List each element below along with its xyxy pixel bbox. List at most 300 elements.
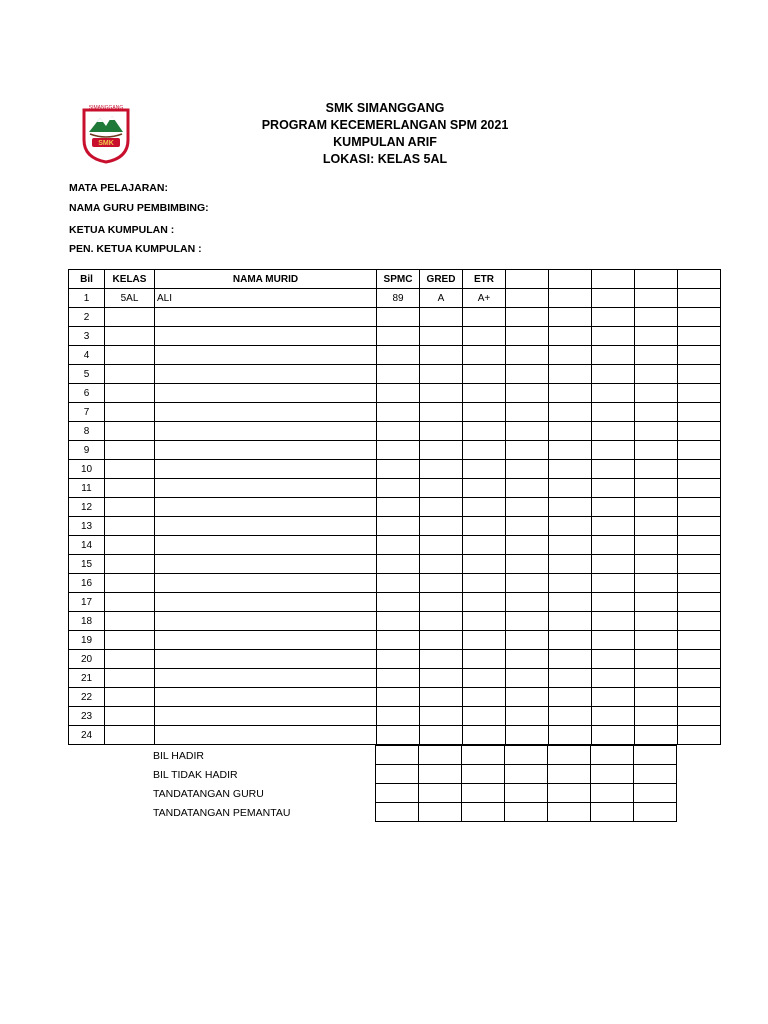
cell-bil: 11 — [69, 479, 105, 498]
table-row — [69, 593, 721, 612]
cell-empty — [592, 517, 635, 536]
cell-empty — [635, 479, 678, 498]
footer-cell — [591, 765, 634, 784]
cell-gred — [420, 650, 463, 669]
cell-etr — [463, 327, 506, 346]
cell-etr — [463, 726, 506, 745]
cell-empty — [592, 726, 635, 745]
cell-spmc — [377, 327, 420, 346]
footer-label-tandatangan-pemantau: TANDATANGAN PEMANTAU — [153, 807, 291, 819]
cell-spmc — [377, 612, 420, 631]
cell-gred — [420, 346, 463, 365]
cell-empty — [592, 403, 635, 422]
cell-nama — [155, 612, 377, 631]
cell-bil: 3 — [69, 327, 105, 346]
cell-gred — [420, 517, 463, 536]
cell-empty — [635, 346, 678, 365]
footer-row — [376, 765, 720, 784]
cell-empty — [592, 688, 635, 707]
cell-empty — [678, 593, 721, 612]
cell-empty — [506, 631, 549, 650]
cell-nama — [155, 346, 377, 365]
column-header: KELAS — [105, 270, 155, 289]
cell-empty — [678, 479, 721, 498]
cell-empty — [678, 707, 721, 726]
cell-empty — [592, 460, 635, 479]
cell-bil: 4 — [69, 346, 105, 365]
cell-kelas — [105, 688, 155, 707]
column-header — [549, 270, 592, 289]
cell-spmc — [377, 441, 420, 460]
cell-empty — [506, 612, 549, 631]
cell-empty — [549, 593, 592, 612]
cell-etr — [463, 403, 506, 422]
cell-empty — [549, 308, 592, 327]
cell-spmc — [377, 365, 420, 384]
cell-nama — [155, 650, 377, 669]
cell-nama — [155, 574, 377, 593]
cell-spmc — [377, 346, 420, 365]
cell-empty — [506, 536, 549, 555]
footer-cell — [505, 784, 548, 803]
cell-empty — [549, 669, 592, 688]
location: LOKASI: KELAS 5AL — [322, 152, 448, 166]
cell-empty — [635, 726, 678, 745]
cell-spmc — [377, 688, 420, 707]
cell-nama — [155, 707, 377, 726]
cell-empty — [549, 460, 592, 479]
cell-bil: 22 — [69, 688, 105, 707]
program-title: PROGRAM KECEMERLANGAN SPM 2021 — [261, 118, 509, 132]
table-row — [69, 460, 721, 479]
cell-nama — [155, 384, 377, 403]
cell-empty — [635, 593, 678, 612]
cell-spmc — [377, 384, 420, 403]
cell-spmc — [377, 517, 420, 536]
footer-labels — [153, 745, 290, 821]
footer-cell — [462, 765, 505, 784]
cell-nama: ALI — [155, 289, 377, 308]
cell-nama — [155, 631, 377, 650]
footer-grid — [375, 745, 720, 822]
cell-etr — [463, 631, 506, 650]
cell-empty — [592, 346, 635, 365]
cell-empty — [506, 688, 549, 707]
cell-empty — [549, 365, 592, 384]
footer-row — [376, 746, 720, 765]
cell-nama — [155, 669, 377, 688]
table-row — [69, 555, 721, 574]
cell-kelas — [105, 707, 155, 726]
cell-empty — [592, 308, 635, 327]
cell-empty — [635, 555, 678, 574]
cell-etr — [463, 498, 506, 517]
cell-bil: 12 — [69, 498, 105, 517]
cell-nama — [155, 441, 377, 460]
cell-empty — [506, 441, 549, 460]
cell-kelas — [105, 498, 155, 517]
cell-empty — [635, 422, 678, 441]
cell-spmc — [377, 308, 420, 327]
cell-spmc — [377, 479, 420, 498]
cell-nama — [155, 688, 377, 707]
cell-empty — [549, 327, 592, 346]
table-row — [69, 517, 721, 536]
cell-nama — [155, 593, 377, 612]
cell-empty — [592, 327, 635, 346]
cell-spmc — [377, 422, 420, 441]
cell-gred — [420, 669, 463, 688]
cell-kelas — [105, 631, 155, 650]
cell-bil: 13 — [69, 517, 105, 536]
cell-empty — [549, 555, 592, 574]
cell-empty — [678, 612, 721, 631]
cell-etr — [463, 593, 506, 612]
cell-spmc — [377, 555, 420, 574]
cell-empty — [678, 403, 721, 422]
cell-bil: 14 — [69, 536, 105, 555]
subject-label: MATA PELAJARAN: — [69, 182, 168, 194]
cell-empty — [592, 498, 635, 517]
cell-empty — [592, 384, 635, 403]
table-row — [69, 346, 721, 365]
cell-gred — [420, 555, 463, 574]
cell-empty — [506, 650, 549, 669]
cell-empty — [506, 460, 549, 479]
table-row — [69, 327, 721, 346]
table-row — [69, 384, 721, 403]
cell-bil: 10 — [69, 460, 105, 479]
table-row — [69, 726, 721, 745]
column-header: NAMA MURID — [155, 270, 377, 289]
footer-label-tandatangan-guru: TANDATANGAN GURU — [153, 788, 264, 800]
cell-gred — [420, 308, 463, 327]
footer-cell — [462, 746, 505, 765]
column-header — [678, 270, 721, 289]
cell-empty — [635, 688, 678, 707]
cell-empty — [549, 384, 592, 403]
column-header: GRED — [420, 270, 463, 289]
cell-empty — [506, 574, 549, 593]
table-row — [69, 308, 721, 327]
cell-empty — [678, 650, 721, 669]
cell-spmc — [377, 631, 420, 650]
cell-empty — [506, 422, 549, 441]
cell-kelas — [105, 650, 155, 669]
cell-nama — [155, 327, 377, 346]
cell-spmc — [377, 669, 420, 688]
cell-empty — [549, 517, 592, 536]
footer-cell — [419, 765, 462, 784]
cell-etr — [463, 707, 506, 726]
cell-empty — [549, 346, 592, 365]
cell-empty — [678, 726, 721, 745]
cell-empty — [635, 650, 678, 669]
cell-gred — [420, 327, 463, 346]
cell-kelas — [105, 384, 155, 403]
leader-label: KETUA KUMPULAN : — [69, 224, 175, 236]
cell-empty — [678, 536, 721, 555]
cell-bil: 18 — [69, 612, 105, 631]
cell-nama — [155, 555, 377, 574]
school-logo — [80, 104, 132, 164]
cell-spmc — [377, 460, 420, 479]
cell-etr — [463, 441, 506, 460]
cell-kelas — [105, 422, 155, 441]
school-name: SMK SIMANGGANG — [325, 101, 445, 115]
column-header — [635, 270, 678, 289]
footer-cell — [548, 765, 591, 784]
cell-empty — [506, 384, 549, 403]
cell-empty — [506, 517, 549, 536]
cell-empty — [549, 422, 592, 441]
cell-bil: 6 — [69, 384, 105, 403]
cell-empty — [506, 707, 549, 726]
table-row — [69, 479, 721, 498]
cell-bil: 8 — [69, 422, 105, 441]
cell-empty — [549, 289, 592, 308]
cell-empty — [549, 726, 592, 745]
cell-empty — [506, 346, 549, 365]
cell-nama — [155, 517, 377, 536]
cell-bil: 23 — [69, 707, 105, 726]
table-row — [69, 650, 721, 669]
cell-spmc — [377, 498, 420, 517]
cell-spmc: 89 — [377, 289, 420, 308]
footer-cell — [376, 765, 419, 784]
cell-empty — [506, 308, 549, 327]
cell-etr — [463, 536, 506, 555]
footer-cell — [419, 784, 462, 803]
cell-kelas — [105, 479, 155, 498]
cell-empty — [549, 707, 592, 726]
table-row — [69, 441, 721, 460]
footer-cell — [376, 803, 419, 822]
footer-cell — [505, 765, 548, 784]
cell-gred — [420, 726, 463, 745]
cell-bil: 21 — [69, 669, 105, 688]
cell-spmc — [377, 650, 420, 669]
cell-empty — [549, 612, 592, 631]
group-name: KUMPULAN ARIF — [333, 135, 437, 149]
footer-cell — [376, 746, 419, 765]
cell-empty — [678, 365, 721, 384]
cell-etr — [463, 308, 506, 327]
cell-empty — [592, 669, 635, 688]
cell-bil: 5 — [69, 365, 105, 384]
column-header — [592, 270, 635, 289]
cell-empty — [592, 422, 635, 441]
cell-empty — [635, 441, 678, 460]
cell-bil: 19 — [69, 631, 105, 650]
cell-empty — [506, 479, 549, 498]
cell-empty — [635, 403, 678, 422]
footer-cell — [462, 803, 505, 822]
cell-gred — [420, 422, 463, 441]
cell-empty — [592, 612, 635, 631]
cell-gred — [420, 688, 463, 707]
cell-etr — [463, 365, 506, 384]
cell-nama — [155, 403, 377, 422]
cell-kelas — [105, 308, 155, 327]
cell-kelas — [105, 327, 155, 346]
footer-cell — [548, 784, 591, 803]
cell-empty — [635, 365, 678, 384]
cell-spmc — [377, 593, 420, 612]
footer-cell — [634, 803, 677, 822]
cell-empty — [678, 517, 721, 536]
logo-arc-text: SIMANGGANG — [88, 105, 124, 111]
cell-empty — [506, 669, 549, 688]
cell-empty — [592, 555, 635, 574]
cell-etr — [463, 479, 506, 498]
cell-empty — [506, 555, 549, 574]
cell-etr — [463, 460, 506, 479]
cell-empty — [678, 631, 721, 650]
cell-empty — [506, 593, 549, 612]
cell-gred — [420, 707, 463, 726]
cell-gred — [420, 460, 463, 479]
cell-gred: A — [420, 289, 463, 308]
cell-spmc — [377, 574, 420, 593]
cell-empty — [678, 384, 721, 403]
cell-etr — [463, 688, 506, 707]
cell-empty — [635, 612, 678, 631]
cell-kelas — [105, 365, 155, 384]
document-header — [200, 100, 570, 168]
cell-spmc — [377, 726, 420, 745]
cell-empty — [678, 555, 721, 574]
cell-empty — [592, 365, 635, 384]
cell-empty — [506, 726, 549, 745]
footer-row — [376, 784, 720, 803]
cell-empty — [549, 536, 592, 555]
cell-empty — [635, 707, 678, 726]
cell-etr — [463, 555, 506, 574]
cell-gred — [420, 574, 463, 593]
cell-kelas — [105, 726, 155, 745]
cell-empty — [635, 327, 678, 346]
cell-empty — [592, 479, 635, 498]
teacher-label: NAMA GURU PEMBIMBING: — [69, 202, 209, 214]
cell-etr — [463, 517, 506, 536]
cell-empty — [678, 574, 721, 593]
footer-label-bil-tidak-hadir: BIL TIDAK HADIR — [153, 769, 238, 781]
cell-empty — [635, 574, 678, 593]
footer-cell — [591, 746, 634, 765]
footer-cell — [419, 803, 462, 822]
table-row — [69, 365, 721, 384]
cell-gred — [420, 612, 463, 631]
cell-etr: A+ — [463, 289, 506, 308]
cell-empty — [678, 498, 721, 517]
cell-empty — [635, 289, 678, 308]
cell-empty — [506, 498, 549, 517]
cell-empty — [549, 688, 592, 707]
cell-empty — [592, 650, 635, 669]
cell-kelas — [105, 403, 155, 422]
cell-gred — [420, 384, 463, 403]
cell-empty — [635, 536, 678, 555]
cell-kelas — [105, 460, 155, 479]
footer-cell — [548, 803, 591, 822]
table-row — [69, 498, 721, 517]
footer-cell — [634, 746, 677, 765]
table-row — [69, 536, 721, 555]
footer-label-bil-hadir: BIL HADIR — [153, 750, 204, 762]
cell-empty — [678, 441, 721, 460]
cell-kelas — [105, 517, 155, 536]
cell-bil: 17 — [69, 593, 105, 612]
column-header: ETR — [463, 270, 506, 289]
table-row — [69, 422, 721, 441]
cell-nama — [155, 308, 377, 327]
cell-etr — [463, 384, 506, 403]
cell-gred — [420, 498, 463, 517]
cell-bil: 24 — [69, 726, 105, 745]
cell-empty — [549, 574, 592, 593]
cell-empty — [506, 327, 549, 346]
cell-empty — [635, 631, 678, 650]
cell-empty — [592, 707, 635, 726]
cell-empty — [592, 441, 635, 460]
cell-empty — [506, 365, 549, 384]
cell-empty — [678, 346, 721, 365]
table-row — [69, 631, 721, 650]
cell-gred — [420, 536, 463, 555]
footer-cell — [591, 784, 634, 803]
cell-spmc — [377, 536, 420, 555]
cell-empty — [678, 460, 721, 479]
table-row — [69, 612, 721, 631]
cell-bil: 9 — [69, 441, 105, 460]
cell-empty — [592, 536, 635, 555]
table-row — [69, 289, 721, 308]
deputy-label: PEN. KETUA KUMPULAN : — [69, 243, 202, 255]
student-table — [68, 269, 721, 745]
cell-gred — [420, 479, 463, 498]
cell-empty — [635, 308, 678, 327]
footer-cell — [505, 803, 548, 822]
column-header — [506, 270, 549, 289]
cell-etr — [463, 574, 506, 593]
cell-empty — [549, 498, 592, 517]
column-header: SPMC — [377, 270, 420, 289]
cell-kelas — [105, 346, 155, 365]
cell-empty — [635, 460, 678, 479]
table-row — [69, 403, 721, 422]
cell-kelas — [105, 536, 155, 555]
table-row — [69, 574, 721, 593]
cell-kelas: 5AL — [105, 289, 155, 308]
footer-cell — [634, 784, 677, 803]
cell-nama — [155, 479, 377, 498]
cell-empty — [635, 669, 678, 688]
cell-bil: 2 — [69, 308, 105, 327]
cell-empty — [592, 289, 635, 308]
cell-bil: 20 — [69, 650, 105, 669]
footer-cell — [376, 784, 419, 803]
cell-bil: 7 — [69, 403, 105, 422]
cell-empty — [678, 289, 721, 308]
footer-row — [376, 803, 720, 822]
cell-nama — [155, 422, 377, 441]
table-row — [69, 707, 721, 726]
cell-etr — [463, 650, 506, 669]
cell-spmc — [377, 707, 420, 726]
footer-cell — [419, 746, 462, 765]
footer-cell — [548, 746, 591, 765]
